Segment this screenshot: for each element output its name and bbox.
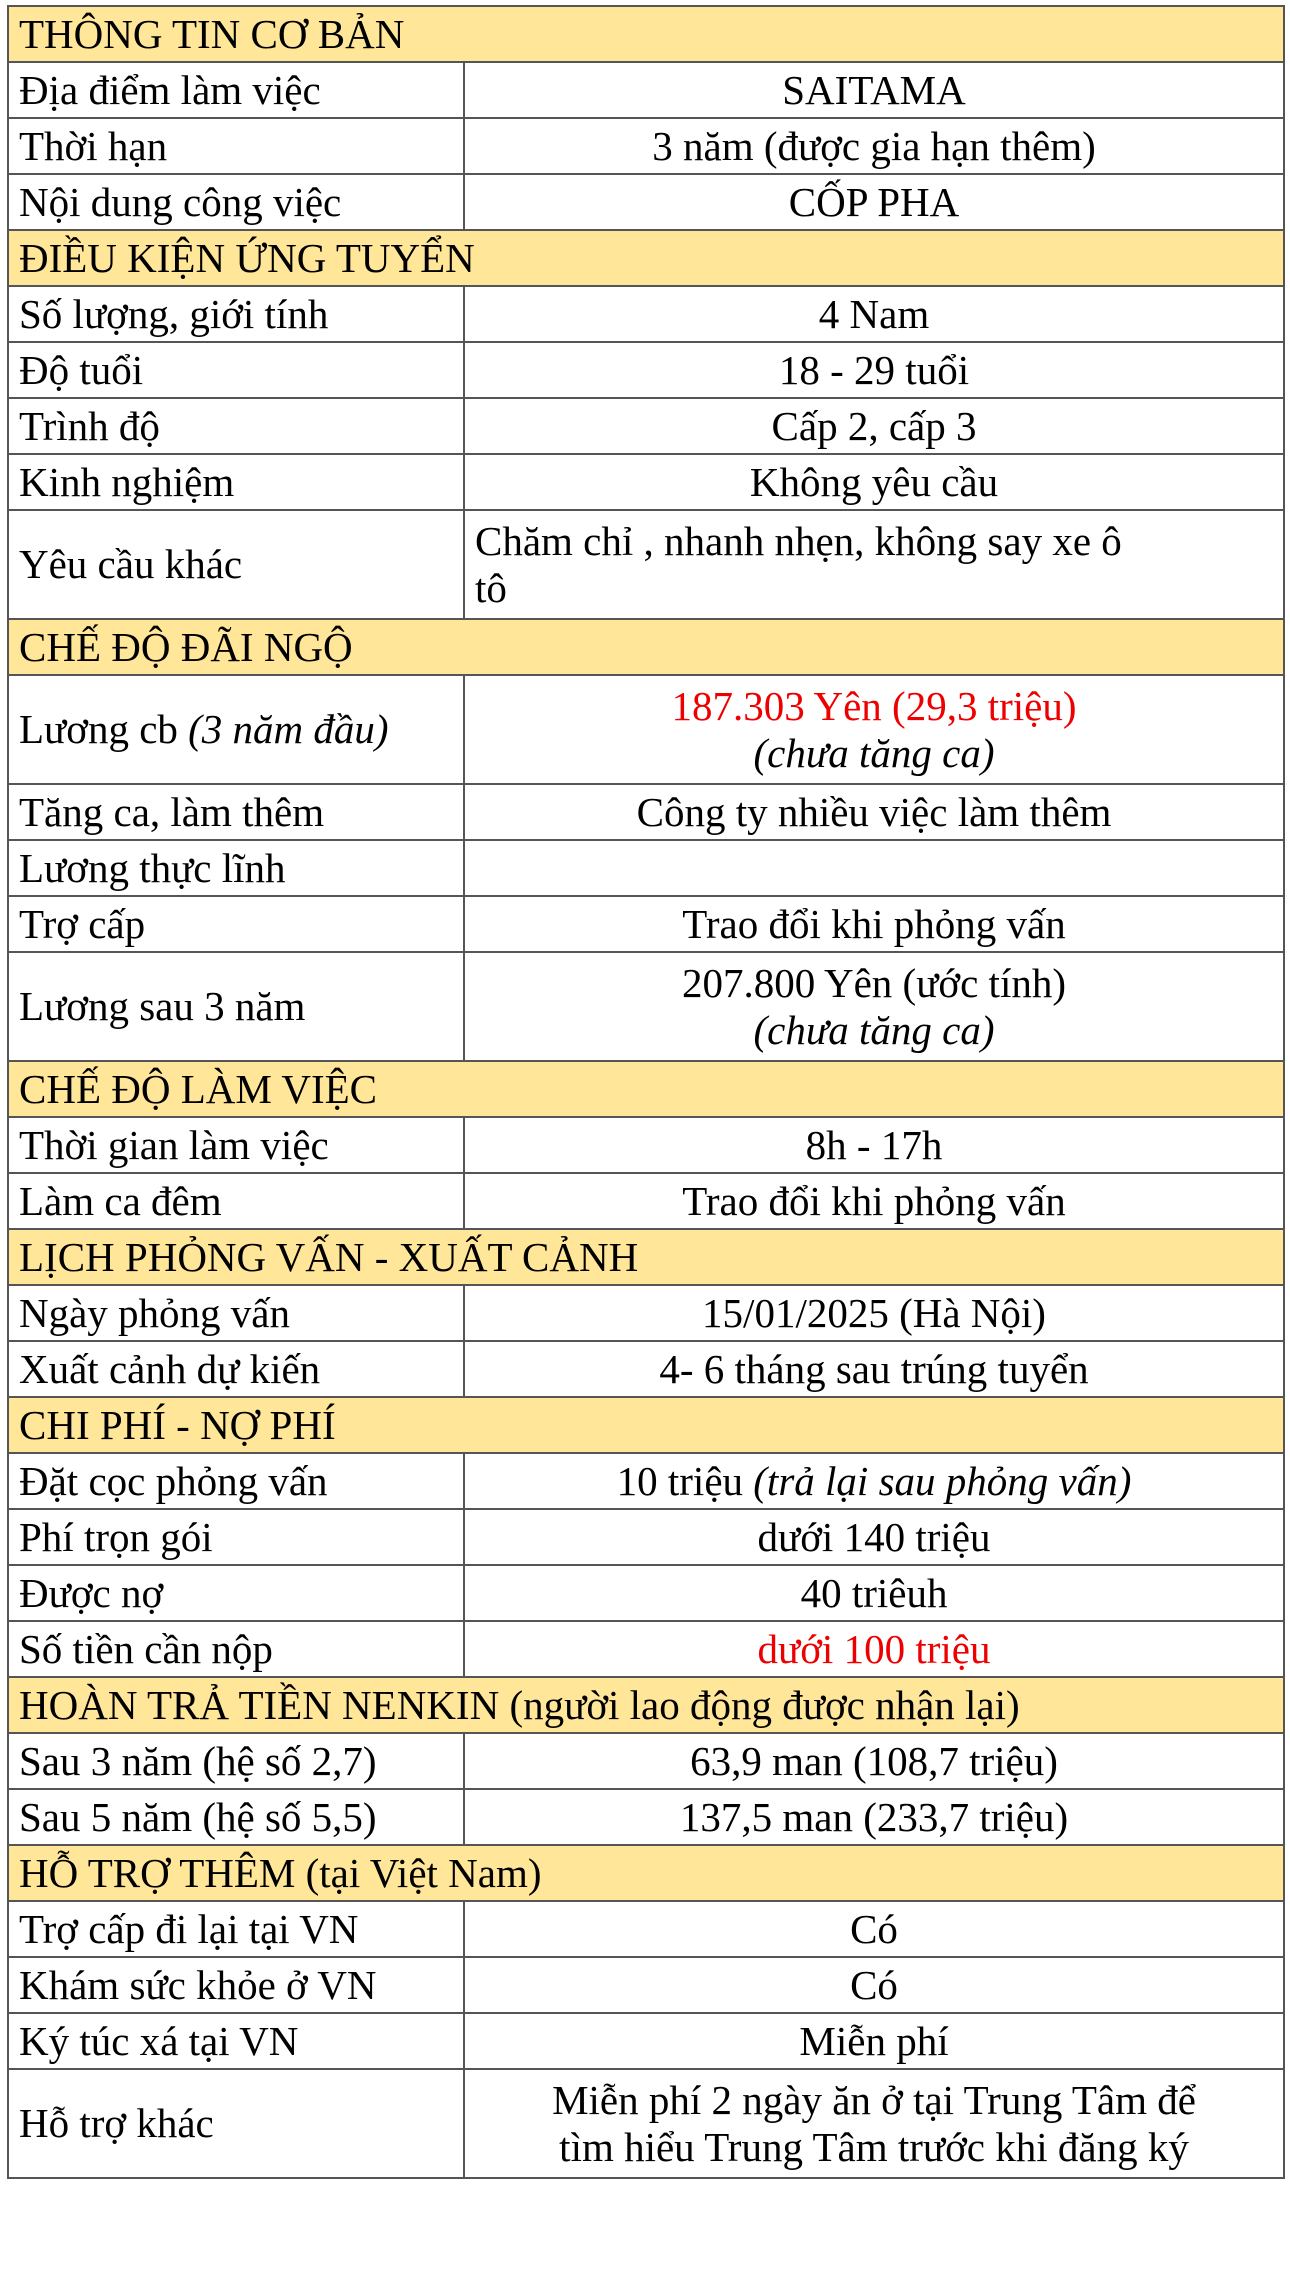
row-value: 4- 6 tháng sau trúng tuyển [464,1341,1284,1397]
table-row [8,1733,1284,1789]
row-label: Kinh nghiệm [8,454,464,510]
table-row [8,1509,1284,1565]
row-value: dưới 140 triệu [464,1509,1284,1565]
row-label: Làm ca đêm [8,1173,464,1229]
table-row [8,1789,1284,1845]
table-row [8,1173,1284,1229]
row-label: Số lượng, giới tính [8,286,464,342]
section-header-benefits [8,619,1284,675]
row-value: 4 Nam [464,286,1284,342]
info-table [7,5,1285,2179]
section-header-schedule [8,1229,1284,1285]
label-text: Lương cb [19,706,178,752]
table-row [8,784,1284,840]
row-label: Số tiền cần nộp [8,1621,464,1677]
table-row [8,174,1284,230]
section-title: CHI PHÍ - NỢ PHÍ [8,1397,1284,1453]
row-value: Trao đổi khi phỏng vấn [464,896,1284,952]
row-value: 137,5 man (233,7 triệu) [464,1789,1284,1845]
row-value [464,2069,1284,2178]
row-value: 3 năm (được gia hạn thêm) [464,118,1284,174]
section-title: HỖ TRỢ THÊM (tại Việt Nam) [8,1845,1284,1901]
row-label: Trình độ [8,398,464,454]
row-label: Phí trọn gói [8,1509,464,1565]
table-row [8,1117,1284,1173]
section-title: CHẾ ĐỘ LÀM VIỆC [8,1061,1284,1117]
table-row [8,454,1284,510]
row-value: Có [464,1901,1284,1957]
table-row [8,1453,1284,1509]
row-value: Có [464,1957,1284,2013]
row-label: Ký túc xá tại VN [8,2013,464,2069]
row-label: Yêu cầu khác [8,510,464,619]
row-value: 18 - 29 tuổi [464,342,1284,398]
row-label: Khám sức khỏe ở VN [8,1957,464,2013]
row-value: Cấp 2, cấp 3 [464,398,1284,454]
row-label: Tăng ca, làm thêm [8,784,464,840]
row-value [464,675,1284,784]
row-value: Công ty nhiều việc làm thêm [464,784,1284,840]
row-label: Sau 3 năm (hệ số 2,7) [8,1733,464,1789]
salary-amount: 187.303 Yên (29,3 triệu) [671,682,1077,729]
value-line-2: tìm hiểu Trung Tâm trước khi đăng ký [559,2123,1189,2170]
table-row [8,675,1284,784]
salary-note: (chưa tăng ca) [753,1006,995,1053]
section-header-work-mode [8,1061,1284,1117]
table-row [8,896,1284,952]
section-title: THÔNG TIN CƠ BẢN [8,6,1284,62]
row-label: Thời gian làm việc [8,1117,464,1173]
row-value: 63,9 man (108,7 triệu) [464,1733,1284,1789]
row-label: Đặt cọc phỏng vấn [8,1453,464,1509]
table-row [8,1285,1284,1341]
row-value [464,840,1284,896]
row-label: Độ tuổi [8,342,464,398]
salary-amount: 207.800 Yên (ước tính) [682,959,1066,1006]
row-label: Thời hạn [8,118,464,174]
section-title: LỊCH PHỎNG VẤN - XUẤT CẢNH [8,1229,1284,1285]
table-row [8,286,1284,342]
row-value: Không yêu cầu [464,454,1284,510]
row-value: Trao đổi khi phỏng vấn [464,1173,1284,1229]
row-label: Sau 5 năm (hệ số 5,5) [8,1789,464,1845]
row-value: dưới 100 triệu [464,1621,1284,1677]
row-value: 40 triêuh [464,1565,1284,1621]
table-row [8,118,1284,174]
label-note: (3 năm đầu) [188,706,389,752]
row-label: Lương thực lĩnh [8,840,464,896]
row-value: CỐP PHA [464,174,1284,230]
row-label [8,675,464,784]
table-row [8,2069,1284,2178]
row-label: Nội dung công việc [8,174,464,230]
deposit-note: (trả lại sau phỏng vấn) [753,1457,1132,1504]
table-row [8,952,1284,1061]
section-header-basic [8,6,1284,62]
row-value: 8h - 17h [464,1117,1284,1173]
deposit-amount: 10 triệu [616,1457,744,1504]
section-header-costs [8,1397,1284,1453]
table-row [8,1621,1284,1677]
table-row [8,62,1284,118]
row-label: Xuất cảnh dự kiến [8,1341,464,1397]
section-title: ĐIỀU KIỆN ỨNG TUYỂN [8,230,1284,286]
table-row [8,510,1284,619]
salary-note: (chưa tăng ca) [753,729,995,776]
table-row [8,398,1284,454]
table-row [8,1901,1284,1957]
value-line-2: tô [475,564,507,611]
section-header-nenkin [8,1677,1284,1733]
row-label: Trợ cấp [8,896,464,952]
table-row [8,2013,1284,2069]
table-row [8,1565,1284,1621]
section-header-support [8,1845,1284,1901]
row-value: 15/01/2025 (Hà Nội) [464,1285,1284,1341]
value-line-1: Chăm chỉ , nhanh nhẹn, không say xe ô [475,517,1122,564]
section-title: CHẾ ĐỘ ĐÃI NGỘ [8,619,1284,675]
row-value: Miễn phí [464,2013,1284,2069]
table-row [8,342,1284,398]
row-value [464,510,1284,619]
row-label: Ngày phỏng vấn [8,1285,464,1341]
row-label: Lương sau 3 năm [8,952,464,1061]
row-label: Được nợ [8,1565,464,1621]
row-value [464,952,1284,1061]
table-row [8,840,1284,896]
section-title: HOÀN TRẢ TIỀN NENKIN (người lao động được nhận lại) [8,1677,1284,1733]
table-row [8,1957,1284,2013]
row-label: Địa điểm làm việc [8,62,464,118]
row-value [464,1453,1284,1509]
row-label: Hỗ trợ khác [8,2069,464,2178]
value-line-1: Miễn phí 2 ngày ăn ở tại Trung Tâm để [552,2076,1196,2123]
row-value: SAITAMA [464,62,1284,118]
row-label: Trợ cấp đi lại tại VN [8,1901,464,1957]
section-header-conditions [8,230,1284,286]
table-row [8,1341,1284,1397]
